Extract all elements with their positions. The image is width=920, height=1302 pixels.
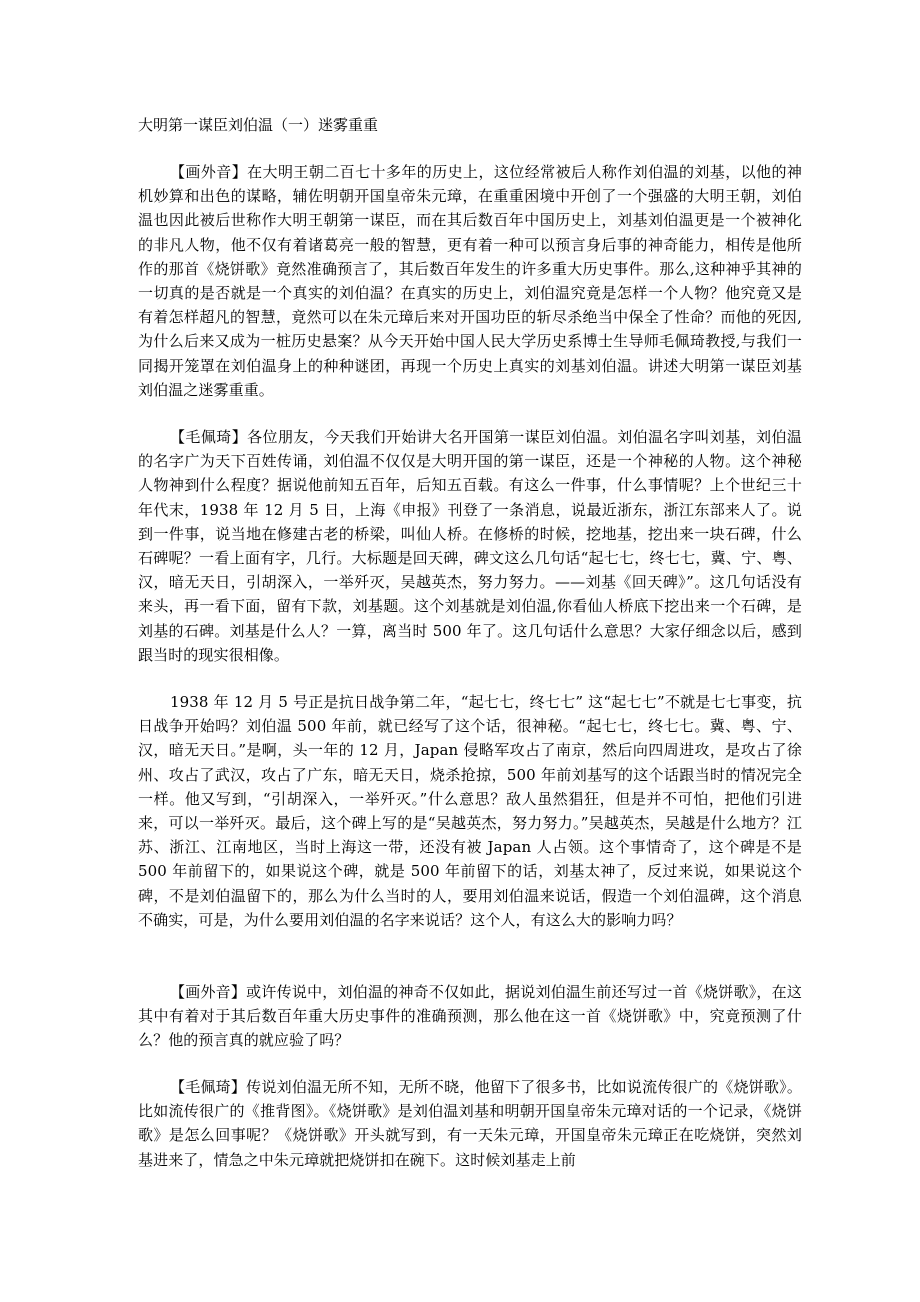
paragraph-narration-1	[138, 160, 802, 402]
paragraph-mao-2	[138, 690, 802, 932]
paragraph-text: 传说刘伯温无所不知，无所不晓，他留下了很多书，比如说流传很广的《烧饼歌》。比如流传很广的《推背图》。《烧饼歌》是刘伯温刘基和明朝开国皇帝朱元璋对话的一个记录，《烧饼歌》是怎么回事呢？《烧饼歌》开头就写到，有一天朱元璋，开国皇帝朱元璋正在吃烧饼，突然刘基进来了，情急之中朱元璋就把烧饼扣在碗下。这时候刘基走上前	[138, 1078, 802, 1169]
paragraph-text: 或许传说中，刘伯温的神奇不仅如此，据说刘伯温生前还写过一首《烧饼歌》，在这其中有着对于其后数百年重大历史事件的准确预测，那么他在这一首《烧饼歌》中，究竟预测了什么？他的预言真的就应验了吗？	[138, 983, 802, 1050]
paragraph-text: 在大明王朝二百七十多年的历史上，这位经常被后人称作刘伯温的刘基，以他的神机妙算和出色的谋略，辅佐明朝开国皇帝朱元璋，在重重困境中开创了一个强盛的大明王朝，刘伯温也因此被后世称作大明王朝第一谋臣，而在其后数百年中国历史上，刘基刘伯温更是一个被神化的非凡人物，他不仅有着诸葛亮一般的智慧，更有着一种可以预言身后事的神奇能力，相传是他所作的那首《烧饼歌》竟然准确预言了，其后数百年发生的许多重大历史事件。那么,这种神乎其神的一切真的是否就是一个真实的刘伯温？在真实的历史上，刘伯温究竟是怎样一个人物？他究竟又是有着怎样超凡的智慧，竟然可以在朱元璋后来对开国功臣的斩尽杀绝当中保全了性命？而他的死因,为什么后来又成为一桩历史悬案？从今天开始中国人民大学历史系博士生导师毛佩琦教授,与我们一同揭开笼罩在刘伯温身上的种种谜团，再现一个历史上真实的刘基刘伯温。讲述大明第一谋臣刘基刘伯温之迷雾重重。	[138, 163, 802, 399]
speaker-label: 【毛佩琦】	[170, 1078, 247, 1096]
paragraph-mao-1	[138, 425, 802, 667]
speaker-label: 【毛佩琦】	[170, 428, 248, 446]
speaker-label: 【画外音】	[170, 983, 247, 1001]
paragraph-text: 各位朋友，今天我们开始讲大名开国第一谋臣刘伯温。刘伯温名字叫刘基，刘伯温的名字广为天下百姓传诵，刘伯温不仅仅是大明开国的第一谋臣，还是一个神秘的人物。这个神秘人物神到什么程度？据说他前知五百年，后知五百载。有这么一件事，什么事情呢？上个世纪三十年代末，1938 年 12 月 5 日，上海《申报》刊登了一条消息，说最近浙东，浙江东部来人了。说到一件事，说当地在修建古老的桥梁，叫仙人桥。在修桥的时候，挖地基，挖出来一块石碑，什么石碑呢？一看上面有字，几行。大标题是回天碑，碑文这么几句话“起七七，终七七，冀、宁、粤、汉，暗无天日，引胡深入，一举歼灭，吴越英杰，努力努力。——刘基《回天碑》”。这几句话没有来头，再一看下面，留有下款，刘基题。这个刘基就是刘伯温,你看仙人桥底下挖出来一个石碑，是刘基的石碑。刘基是什么人？一算，离当时 500 年了。这几句话什么意思？大家仔细念以后，感到跟当时的现实很相像。	[138, 428, 802, 664]
paragraph-mao-3	[138, 1075, 802, 1172]
paragraph-text: 1938 年 12 月 5 号正是抗日战争第二年，“起七七，终七七” 这“起七七”不就是七七事变，抗日战争开始吗？刘伯温 500 年前，就已经写了这个话，很神秘。“起七七，终七七。冀、粤、宁、汉，暗无天日。”是啊，头一年的 12 月，Japan 侵略军攻占了南京，然后向四周进攻，是攻占了徐州、攻占了武汉，攻占了广东，暗无天日，烧杀抢掠，500 年前刘基写的这个话跟当时的情况完全一样。他又写到，“引胡深入，一举歼灭。”什么意思？敌人虽然猖狂，但是并不可怕，把他们引进来，可以一举歼灭。最后，这个碑上写的是“吴越英杰，努力努力。”吴越英杰，吴越是什么地方？江苏、浙江、江南地区，当时上海这一带，还没有被 Japan 人占领。这个事情奇了，这个碑是不是 500 年前留下的，如果说这个碑，就是 500 年前留下的话，刘基太神了，反过来说，如果说这个碑，不是刘伯温留下的，那么为什么当时的人，要用刘伯温来说话，假造一个刘伯温碑，这个消息不确实，可是，为什么要用刘伯温的名字来说话？这个人，有这么大的影响力吗？	[138, 693, 802, 929]
speaker-label: 【画外音】	[170, 163, 248, 181]
document-title: 大明第一谋臣刘伯温（一）迷雾重重	[138, 116, 379, 134]
paragraph-narration-2	[138, 980, 802, 1053]
